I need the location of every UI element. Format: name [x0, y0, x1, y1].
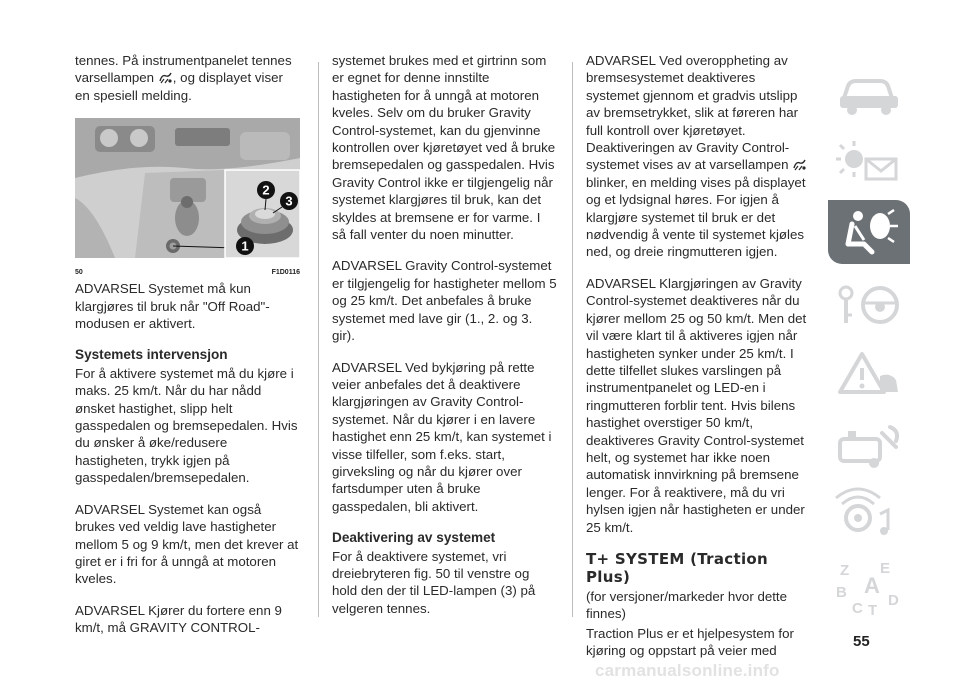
paragraph: For å aktivere systemet må du kjøre i maks. 25 km/t. Når du har nådd ønsket hastighet, slipp helt gasspedalen og bremsepedalen. Hvis du ønsker å øke/redusere hastigheten, trykk igjen på gasspedalen/bremsepedalen.: [75, 365, 298, 486]
figure-caption: [75, 264, 300, 281]
paragraph: ADVARSEL Klargjøringen av Gravity Control-systemet deaktiveres når du kjører mellom 25 og 50 km/t. Men det vil være klart til å aktiveres igjen når hastigheten synker under 25 km/t. I dette tilfellet slukes varslingen på instrumentpanelet og LED-en i ringmutteren forblir tent. Hvis bilens hastighet overstiger 50 km/t, deaktiveres Gravity Control-systemet helt, og systemet har ikke noen automatisk innvirkning på bremsene lenger. For å reaktivere, må du vri hylsen igjen når hastigheten er under 25 km/t.: [586, 275, 807, 535]
figure-50: [75, 118, 300, 276]
index-letter: B: [836, 584, 847, 601]
index-letter: E: [880, 560, 891, 577]
tab-car[interactable]: [828, 58, 910, 122]
paragraph: ADVARSEL Systemet kan også brukes ved veldig lave hastigheter mellom 5 og 9 km/t, men det krever at giret er i fri for å unngå at motoren kveles.: [75, 501, 299, 587]
text-column-1: [75, 52, 300, 651]
tab-emergency[interactable]: [828, 342, 910, 406]
car-icon: [828, 58, 910, 122]
paragraph: ADVARSEL Kjører du fortere enn 9 km/t, må GRAVITY CONTROL-: [75, 602, 282, 636]
multimedia-icon: [828, 484, 910, 548]
key-steering-wheel-icon: [828, 271, 910, 335]
paragraph: ADVARSEL Systemet må kun klargjøres til bruk når "Off Road"-modusen er aktivert.: [75, 281, 270, 332]
tab-multimedia[interactable]: [828, 484, 910, 548]
index-letter: C: [852, 600, 863, 617]
paragraph: ADVARSEL Gravity Control-systemet er tilgjengelig for hastigheter mellom 5 og 25 km/t. Det anbefales å bruke systemet med lave gir (1., 2. og 3. gir).: [332, 258, 557, 344]
tab-index[interactable]: [828, 555, 910, 619]
warning-lights-icon: [828, 129, 910, 193]
figure-code: F1D0116: [271, 268, 300, 276]
tab-safety[interactable]: [828, 200, 910, 264]
paragraph: (for versjoner/markeder hvor dette finnes): [586, 588, 788, 622]
section-heading: Deaktivering av systemet: [332, 530, 496, 546]
tab-warning-lights[interactable]: [828, 129, 910, 193]
index-letters-icon: [828, 555, 910, 619]
index-letter: T: [868, 602, 878, 619]
paragraph-text: tennes. På instrumentpanelet tennes varsellampen: [75, 53, 292, 86]
paragraph: systemet brukes med et girtrinn som er egnet for denne innstilte hastigheten for å unngå at motoren kveles. Selv om du bruker Gravity Control-systemet, kan du gjenvinne kontrollen over kjøretøyet ved å bruke bremsepedalen og gasspedalen. Hvis Gravity Control ikke er tilgjengelig når systemet klargjøres til bruk, kan det skyldes at bremsene er for varme. I så fall venter du noen minutter.: [332, 53, 556, 243]
maintenance-icon: [828, 413, 910, 477]
gravity-control-warning-icon: [158, 71, 173, 84]
text-column-2: [332, 52, 558, 631]
paragraph: For å deaktivere systemet, vri dreiebryteren fig. 50 til venstre og hold den der til LED-lampen (3) på velgeren tennes.: [332, 548, 536, 616]
index-letter: D: [888, 592, 899, 609]
chapter-tabs: [828, 58, 910, 626]
paragraph: [75, 52, 300, 104]
paragraph-text: , og displayet viser en spesiell melding.: [75, 70, 283, 103]
index-letter: Z: [840, 562, 850, 579]
callout-1: 1: [241, 238, 249, 254]
section-heading: Systemets intervensjon: [75, 347, 228, 363]
paragraph: [586, 52, 812, 261]
figure-number: 50: [75, 268, 83, 276]
warning-triangle-icon: [828, 342, 910, 406]
tab-maintenance[interactable]: [828, 413, 910, 477]
paragraph-text: ADVARSEL Ved overoppheting av bremsesystemet deaktiveres systemet gjennom et gradvis utslipp av bremsetrykket, slik at føreren har full kontroll over kjøretøyet. Deaktiveringen av Gravity Control-systemet vises av at varsellampen: [586, 53, 799, 173]
gravity-control-warning-icon: [792, 158, 807, 171]
paragraph: ADVARSEL Ved bykjøring på rette veier anbefales det å deaktivere klargjøringen av Gravity Control-systemet. Når du kjører i en lavere hastighet enn 25 km/t, kan systemet i visse tilfeller, som f.eks. start, girveksling og når du kjører over fartsdumper uten å bruke gasspedalen, bli aktivert.: [332, 359, 552, 514]
watermark-footer[interactable]: carmanualsonline.info: [595, 661, 780, 680]
paragraph-text: blinker, en melding vises på displayet og et lydsignal høres. For igjen å klargjøre systemet til bruk er det nødvendig å vente til systemet kjøles ned, og dreie ringmutteren igjen.: [586, 174, 806, 260]
section-heading: T+ SYSTEM (Traction Plus): [586, 549, 768, 586]
tab-starting-driving[interactable]: [828, 271, 910, 335]
gravity-control-photo: [75, 118, 300, 258]
callout-3: 3: [285, 193, 293, 209]
text-column-3: [586, 52, 812, 674]
column-divider-right: [572, 62, 573, 617]
seat-airbag-icon: [828, 200, 910, 264]
page-number: 55: [853, 633, 870, 650]
index-letter: A: [864, 573, 880, 598]
callout-2: 2: [262, 182, 270, 198]
paragraph: Traction Plus er et hjelpesystem for kjøring og oppstart på veier med: [586, 625, 794, 659]
column-divider-left: [318, 62, 319, 617]
